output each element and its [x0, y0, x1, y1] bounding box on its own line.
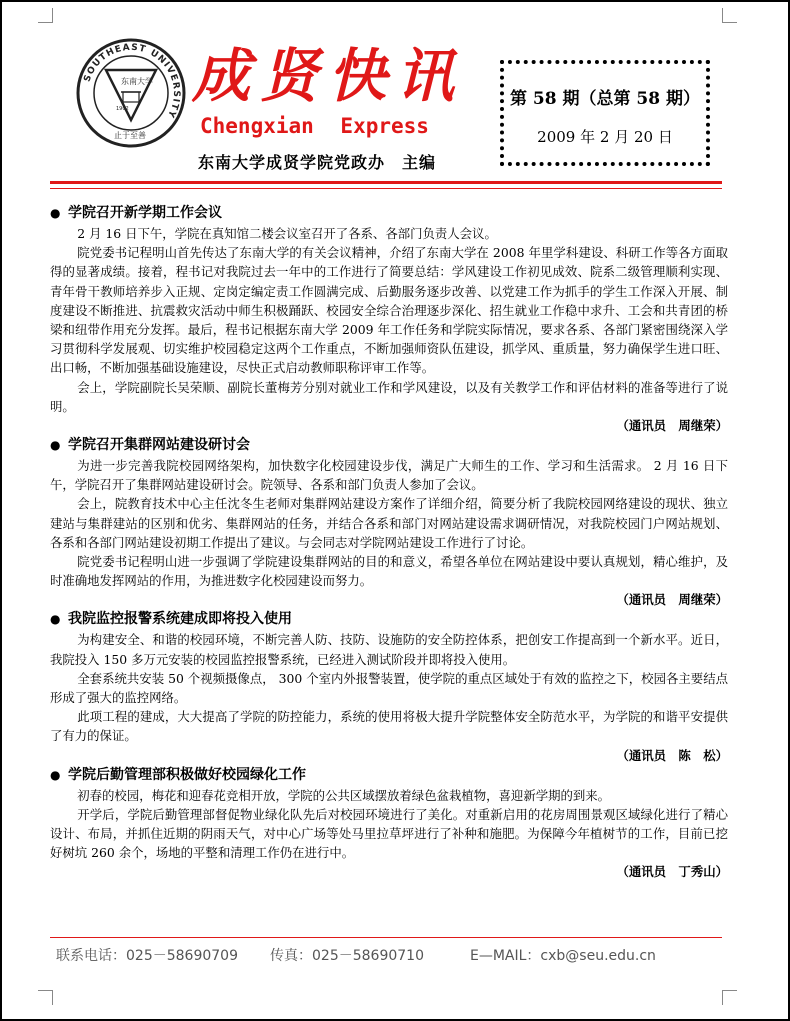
crop-mark-top-right [722, 8, 737, 23]
seal-motto: 止于至善 [114, 131, 146, 140]
issue-info-box [500, 60, 710, 166]
article-title: 学院召开新学期工作会议 [68, 205, 222, 221]
newsletter-title: 成贤快讯 [192, 42, 465, 110]
header-rule-thick [50, 181, 722, 184]
footer-phone: 联系电话：025－58690709 [56, 948, 238, 964]
article-paragraph: 院党委书记程明山首先传达了东南大学的有关会议精神，介绍了东南大学在 2008 年里学科建设、科研工作等各方面取得的显著成绩。接着，程书记对我院过去一年中的工作进行了简要总结：学风建设工作初见成效、院系二级管理顺利实现、青年骨干教师培养步入正规、定岗定编定责工作圆满完成、后勤服务逐步改善、以党建工作为抓手的学生工作深入开展、制度建设不断推进、抗震救灾活动中师生积极踊跃、校园安全综合治理逐步深化、招生就业工作稳中求升、工会和共青团的桥梁和纽带作用充分发挥。最后，程书记根据东南大学 2009 年工作任务和学院实际情况，要求各系、各部门紧密围绕深入学习贯彻科学发展观、切实维护校园稳定这两个工作重点，不断加强师资队伍建设，抓学风、重质量，努力确保学生进口旺、出口畅，不断加强基础设施建设，尽快正式启动教师职称评审工作等。 [50, 245, 728, 376]
article-paragraph: 开学后，学院后勤管理部督促物业绿化队先后对校园环境进行了美化。对重新启用的花房周围景观区域绿化进行了精心设计、布局，并抓住近期的阴雨天气，对中心广场等处马里拉草坪进行了补种和施肥。为保障今年植树节的工作，目前已挖好树坑 260 余个，场地的平整和清理工作仍在进行中。 [50, 806, 728, 861]
editor-line: 东南大学成贤学院党政办 主编 [198, 153, 437, 172]
crop-mark-bottom-left [38, 990, 53, 1005]
article-paragraph: 院党委书记程明山进一步强调了学院建设集群网站的目的和意义，希望各单位在网站建设中要认真规划，精心维护，及时准确地发挥网站的作用，为推进数字化校园建设而努力。 [50, 554, 728, 589]
article-paragraph: 为进一步完善我院校园网络架构，加快数字化校园建设步伐，满足广大师生的工作、学习和生活需求。 2 月 16 日下午，学院召开了集群网站建设研讨会。院领导、各系和部门负责人参加了会议。 [50, 458, 728, 493]
article-heading [50, 609, 728, 629]
article-author: （通讯员 丁秀山） [616, 864, 728, 880]
article-author: （通讯员 周继荣） [616, 418, 728, 434]
seal-year: 1902 [116, 106, 129, 112]
article-author: （通讯员 陈 松） [616, 747, 728, 763]
article-heading [50, 435, 728, 455]
footer-email: E—MAIL：cxb@seu.edu.cn [470, 948, 656, 964]
article [50, 203, 728, 435]
bullet-icon: ● [50, 206, 61, 220]
bullet-icon: ● [50, 767, 61, 782]
footer-fax: 传真：025－58690710 [270, 948, 424, 964]
article [50, 609, 728, 764]
crop-mark-bottom-right [722, 990, 737, 1005]
article-paragraph: 全套系统共安装 50 个视频摄像点， 300 个室内外报警装置，使学院的重点区域处于有效的监控之下，校园各主要结点形成了强大的监控网络。 [50, 670, 728, 706]
bullet-icon: ● [50, 612, 61, 627]
article [50, 435, 728, 609]
article-title: 学院召开集群网站建设研讨会 [68, 437, 250, 454]
newsletter-title-english: Chengxian Express [200, 114, 429, 138]
seal-ring-text: SOUTHEAST UNIVERSITY [82, 42, 182, 120]
article-title: 我院监控报警系统建成即将投入使用 [68, 611, 292, 628]
article-heading [50, 203, 728, 223]
article-paragraph: 会上，院教育技术中心主任沈冬生老师对集群网站建设方案作了详细介绍，简要分析了我院校园网络建设的现状、独立建站与集群建站的区别和优劣、集群网站的任务，并结合各系和部门对网站建设需求调研情况，对我院校园门户网站规划、各系和各部门网站建设初期工作提出了建议。与会同志对学院网站建设工作进行了讨论。 [50, 496, 728, 550]
article-list [50, 203, 728, 881]
issue-date: 2009 年 2 月 20 日 [537, 128, 673, 146]
article-paragraph: 为构建安全、和谐的校园环境，不断完善人防、技防、设施防的安全防控体系，把创安工作提高到一个新水平。近日，我院投入 150 多万元安装的校园监控报警系统，已经进入测试阶段并即将投入使用。 [50, 632, 728, 667]
article-paragraph: 2 月 16 日下午，学院在真知馆二楼会议室召开了各系、各部门负责人会议。 [77, 226, 497, 241]
crop-mark-top-left [38, 8, 53, 23]
seal-cn-name: 东南大学 [121, 77, 153, 86]
university-seal-logo [76, 38, 186, 148]
article-author: （通讯员 周继荣） [616, 592, 728, 608]
article-heading [50, 765, 728, 785]
footer-rule [50, 937, 722, 938]
bullet-icon: ● [50, 438, 61, 453]
article [50, 765, 728, 882]
article-paragraph: 初春的校园，梅花和迎春花竞相开放，学院的公共区域摆放着绿色盆栽植物，喜迎新学期的到来。 [77, 787, 611, 803]
article-paragraph: 会上，学院副院长吴荣顺、副院长董梅芳分别对就业工作和学风建设，以及有关教学工作和评估材料的准备等进行了说明。 [50, 379, 728, 414]
issue-number: 第 58 期（总第 58 期） [510, 89, 700, 109]
header-rule-thin [50, 188, 722, 189]
article-title: 学院后勤管理部积极做好校园绿化工作 [68, 766, 306, 783]
article-paragraph: 此项工程的建成，大大提高了学院的防控能力，系统的使用将极大提升学院整体安全防范水平，为学院的和谐平安提供了有力的保证。 [50, 709, 728, 744]
